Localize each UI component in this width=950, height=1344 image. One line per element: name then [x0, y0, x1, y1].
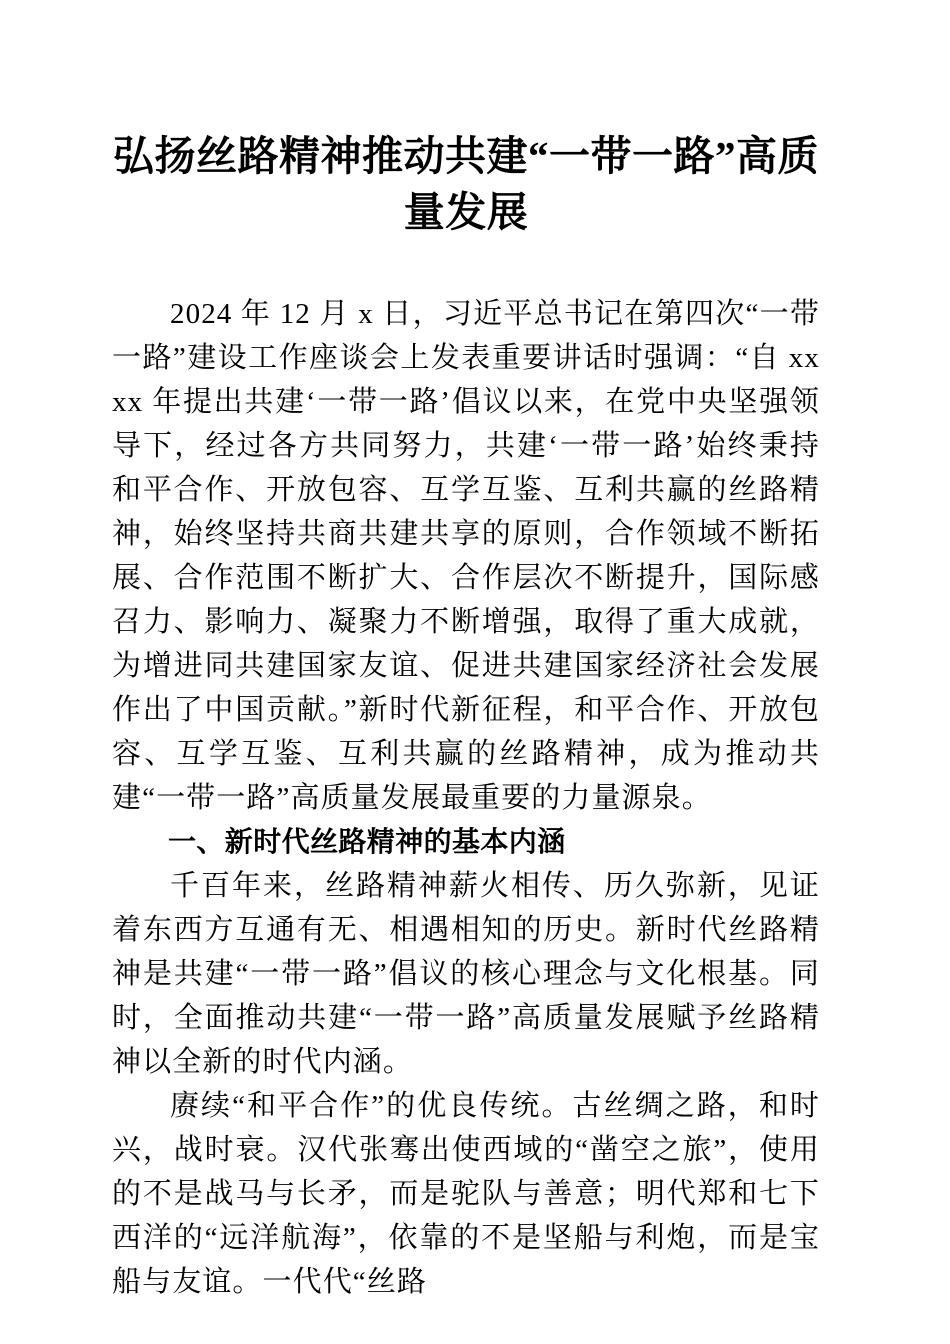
- body-paragraph: 2024 年 12 月 x 日，习近平总书记在第四次“一带一路”建设工作座谈会上发表重要讲话时强调：“自 xxxx 年提出共建‘一带一路’倡议以来，在党中央坚强领导下，经过各方共同努力，共建‘一带一路’始终秉持和平合作、开放包容、互学互鉴、互利共赢的丝路精神，始终坚持共商共建共享的原则，合作领域不断拓展、合作范围不断扩大、合作层次不断提升，国际感召力、影响力、凝聚力不断增强，取得了重大成就，为增进同共建国家友谊、促进共建国家经济社会发展作出了中国贡献。”新时代新征程，和平合作、开放包容、互学互鉴、互利共赢的丝路精神，成为推动共建“一带一路”高质量发展最重要的力量源泉。: [112, 298, 820, 814]
- body-paragraph: 赓续“和平合作”的优良传统。古丝绸之路，和时兴，战时衰。汉代张骞出使西域的“凿空之旅”，使用的不是战马与长矛，而是驼队与善意；明代郑和七下西洋的“远洋航海”，依靠的不是坚船与利炮，而是宝船与友谊。一代代“丝路: [112, 1090, 820, 1298]
- section-heading-1: 一、新时代丝路精神的基本内涵: [168, 826, 566, 857]
- title-spacer: [112, 240, 820, 292]
- page-title: 弘扬丝路精神推动共建“一带一路”高质量发展: [113, 133, 819, 235]
- body-paragraph: 千百年来，丝路精神薪火相传、历久弥新，见证着东西方互通有无、相遇相知的历史。新时代丝路精神是共建“一带一路”倡议的核心理念与文化根基。同时，全面推动共建“一带一路”高质量发展赋予丝路精神以全新的时代内涵。: [112, 870, 820, 1078]
- document-body: [112, 0, 820, 1304]
